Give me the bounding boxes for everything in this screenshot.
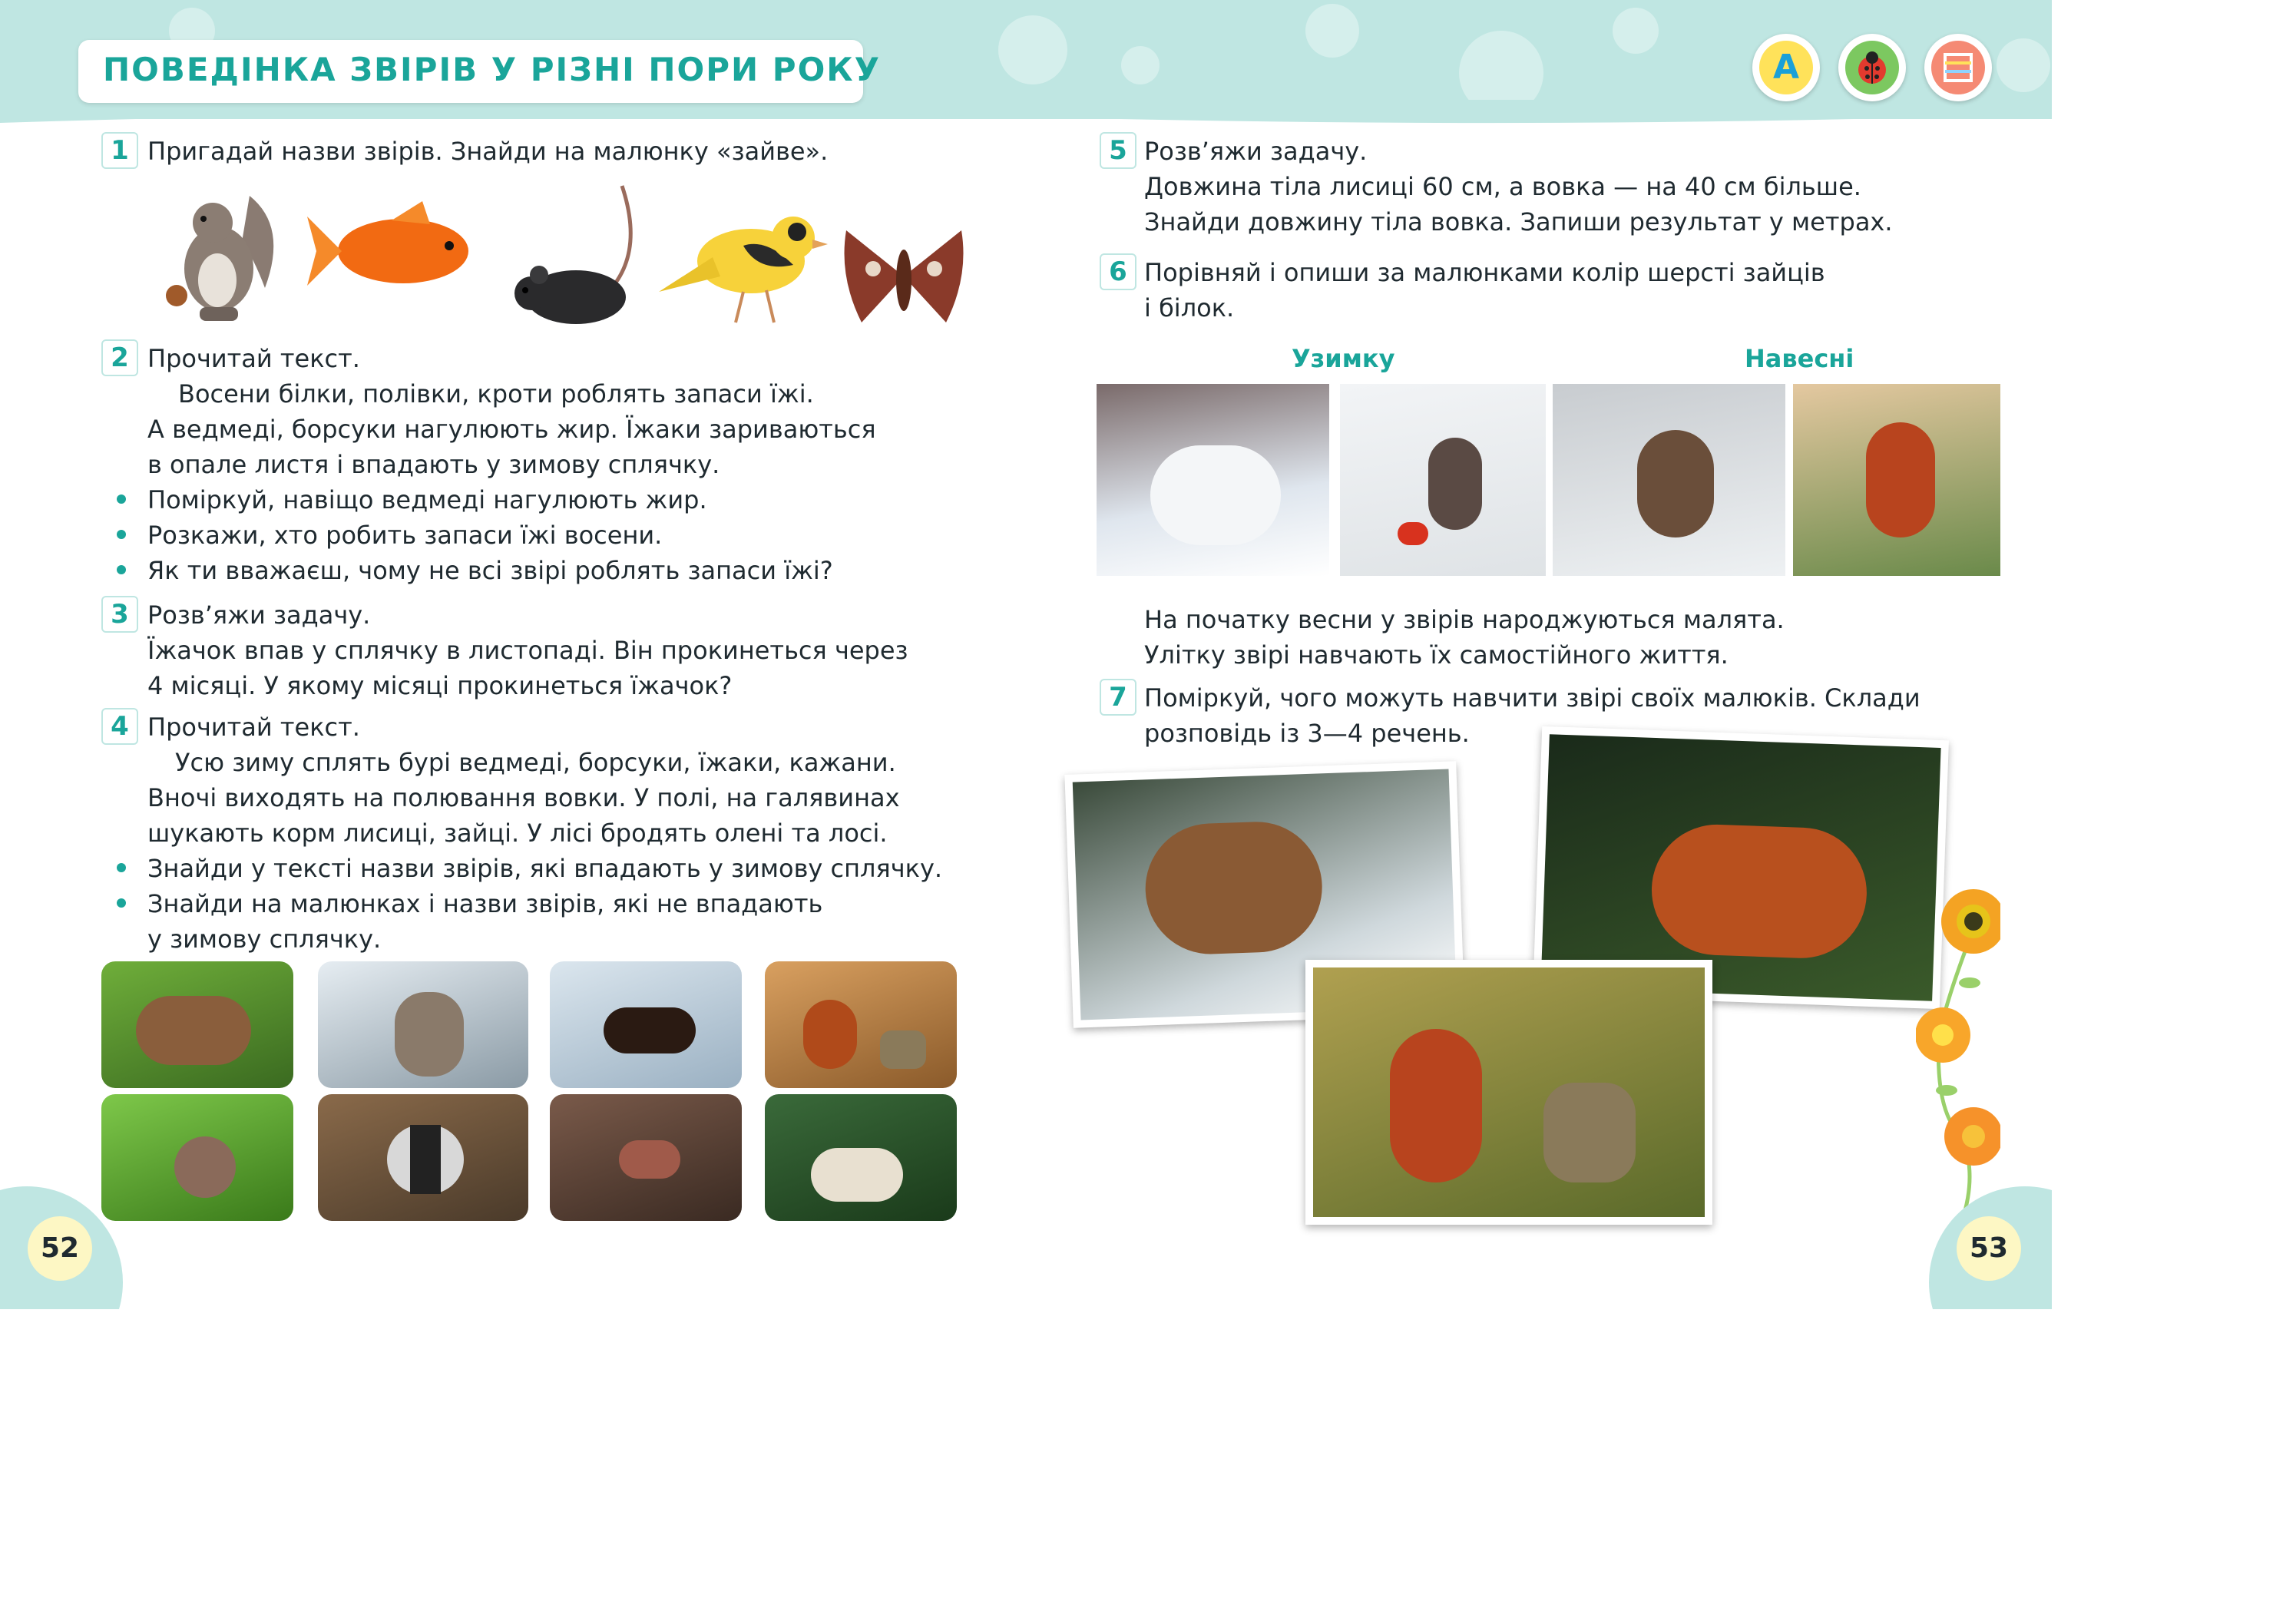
task-number-2: 2 [101,339,138,376]
goldfish-image [307,201,480,301]
squirrel-image [157,180,288,326]
squirrel-nuts-photo [1305,960,1712,1225]
badger-photo [318,1094,528,1221]
task-number-7: 7 [1100,679,1136,716]
task-4-question: Знайди на малюнках і назви звірів, які не впадають [147,889,823,918]
bullet [117,565,126,574]
task-number-3: 3 [101,596,138,633]
bullet [117,530,126,539]
bat-photo [550,1094,742,1221]
bullet [117,898,126,908]
task-2-question: Поміркуй, навіщо ведмеді нагулюють жир. [147,485,707,514]
task-2-text-line: в опале листя і впадають у зимову сплячку. [147,450,720,479]
flowers-decoration [1916,883,2000,1221]
task-2-question: Як ти вважаєш, чому не всі звірі роблять запаси їжі? [147,556,833,585]
task-2-question: Розкажи, хто робить запаси їжі восени. [147,521,663,550]
brown-hare-spring-photo [1553,384,1785,576]
task-4-text-line: шукають корм лисиці, зайці. У лісі бродять олені та лосі. [147,819,888,848]
season-winter-label: Узимку [1292,344,1395,373]
spring-text-line: Улітку звірі навчають їх самостійного життя. [1144,640,1729,670]
page-number-left: 52 [28,1216,92,1281]
letter-a-icon: А [1752,34,1820,101]
task-2-text-line: А ведмеді, борсуки нагулюють жир. Їжаки зариваються [147,415,876,444]
task-number-1: 1 [101,132,138,169]
ladybug-icon [1838,34,1906,101]
moth-image [839,223,969,330]
season-spring-label: Навесні [1745,344,1854,373]
bird-image [659,192,828,330]
task-5-text-line: Знайди довжину тіла вовка. Запиши результат у метрах. [1144,207,1893,236]
page-title: ПОВЕДІНКА ЗВІРІВ У РІЗНІ ПОРИ РОКУ [103,51,881,88]
title-box [78,40,881,103]
wolf-photo [318,961,528,1088]
mouse-image [499,178,653,332]
task-3-text-line: 4 місяці. У якому місяці прокинеться їжачок? [147,671,733,700]
hare-photo [101,1094,293,1221]
task-7-instruction: Поміркуй, чого можуть навчити звірі своїх малюків. Склади [1144,683,1921,713]
task-6-instruction: і білок. [1144,293,1235,322]
task-6-instruction: Порівняй і опиши за малюнками колір шерсті зайців [1144,258,1825,287]
task-4-text-line: Усю зиму сплять бурі ведмеді, борсуки, їжаки, кажани. [175,748,896,777]
task-number-5: 5 [1100,132,1136,169]
bullet [117,494,126,504]
task-4-question: Знайди у тексті назви звірів, які впадають у зимову сплячку. [147,854,943,883]
squirrel-photo-small [765,961,957,1088]
task-3-text-line: Їжачок впав у сплячку в листопаді. Він прокинеться через [147,636,908,665]
task-number-6: 6 [1100,253,1136,290]
red-squirrel-spring-photo [1793,384,2000,576]
task-4-question: у зимову сплячку. [147,924,382,954]
task-5-text-line: Довжина тіла лисиці 60 см, а вовка — на 40 см більше. [1144,172,1861,201]
deer-photo [765,1094,957,1221]
grey-squirrel-winter-photo [1340,384,1546,576]
task-1-text: Пригадай назви звірів. Знайди на малюнку «зайве». [147,137,829,166]
task-3-instruction: Розв’яжи задачу. [147,600,371,630]
task-number-4: 4 [101,708,138,745]
abacus-icon [1924,34,1992,101]
task-2-text-line: Восени білки, полівки, кроти роблять запаси їжі. [178,379,814,408]
bullet [117,863,126,872]
task-4-text-line: Вночі виходять на полювання вовки. У полі, на галявинах [147,783,900,812]
page-number-right: 53 [1957,1216,2021,1281]
task-2-instruction: Прочитай текст. [147,344,360,373]
task-5-instruction: Розв’яжи задачу. [1144,137,1368,166]
task-7-instruction: розповідь із 3—4 речень. [1144,719,1470,748]
task-4-instruction: Прочитай текст. [147,713,360,742]
white-hare-winter-photo [1097,384,1329,576]
moose-photo [550,961,742,1088]
spring-text-line: На початку весни у звірів народжуються малята. [1144,605,1785,634]
bear-photo [101,961,293,1088]
